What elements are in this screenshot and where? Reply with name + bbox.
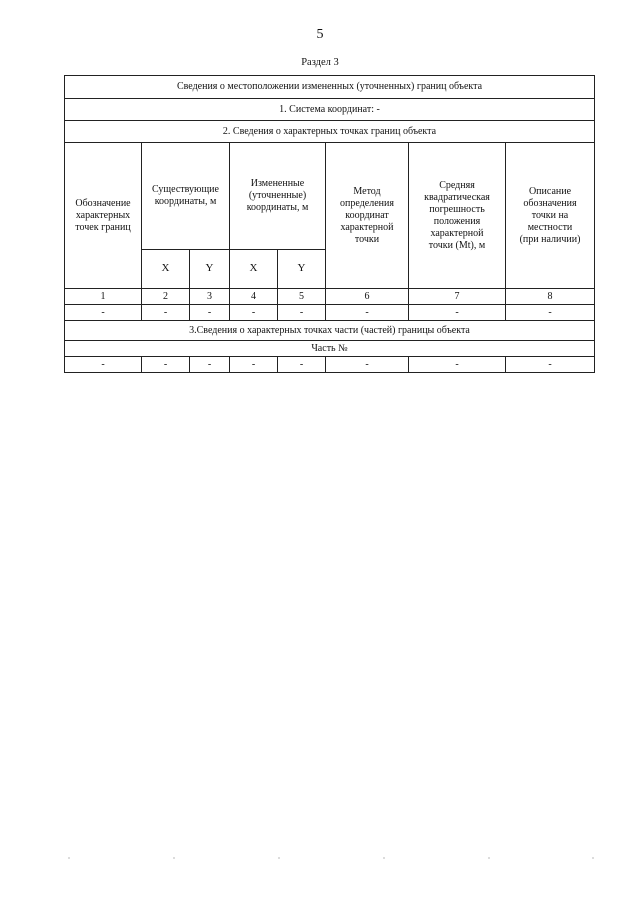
table-row — [65, 305, 595, 321]
part-number-label: Часть № — [65, 341, 595, 357]
scan-dot — [592, 857, 594, 859]
table-cell: - — [190, 357, 230, 373]
column-header-row — [65, 143, 595, 250]
table-cell: - — [278, 305, 326, 321]
coord-system-row — [65, 99, 595, 121]
table-cell: - — [65, 305, 142, 321]
coord-system-label: 1. Система координат: - — [65, 99, 595, 121]
table-title: Сведения о местоположении измененных (уточненных) границ объекта — [65, 76, 595, 99]
table-cell: - — [142, 305, 190, 321]
column-number: 4 — [230, 289, 278, 305]
column-number: 8 — [506, 289, 595, 305]
col-header-existing-x: X — [142, 250, 190, 289]
boundary-points-table — [64, 75, 595, 373]
table-cell: - — [142, 357, 190, 373]
col-header-changed-y: Y — [278, 250, 326, 289]
column-number: 2 — [142, 289, 190, 305]
column-number: 6 — [326, 289, 409, 305]
col-header-existing-coords: Существующие координаты, м — [142, 143, 230, 250]
table-cell: - — [506, 305, 595, 321]
col-header-existing-y: Y — [190, 250, 230, 289]
table-cell: - — [326, 357, 409, 373]
column-number: 1 — [65, 289, 142, 305]
table-cell: - — [230, 357, 278, 373]
scan-dot — [488, 857, 490, 859]
table-title-row — [65, 76, 595, 99]
scan-dot — [278, 857, 280, 859]
col-header-designation: Обозначение характерных точек границ — [65, 143, 142, 289]
column-number: 7 — [409, 289, 506, 305]
table-cell: - — [65, 357, 142, 373]
table-cell: - — [278, 357, 326, 373]
table-cell: - — [230, 305, 278, 321]
scan-dot — [383, 857, 385, 859]
table-cell: - — [190, 305, 230, 321]
column-number: 3 — [190, 289, 230, 305]
col-header-method: Метод определения координат характерной точки — [326, 143, 409, 289]
col-header-accuracy: Средняя квадратическая погрешность положения характерной точки (Mt), м — [409, 143, 506, 289]
col-header-changed-x: X — [230, 250, 278, 289]
table-row — [65, 357, 595, 373]
part-number-row — [65, 341, 595, 357]
scan-dot — [173, 857, 175, 859]
page-number: 5 — [316, 27, 324, 42]
column-numbers-row — [65, 289, 595, 305]
table-cell: - — [506, 357, 595, 373]
section-title: Раздел 3 — [301, 57, 339, 68]
col-header-changed-coords: Измененные (уточненные) координаты, м — [230, 143, 326, 250]
scan-dot — [68, 857, 70, 859]
scan-artifact-dots — [60, 857, 600, 859]
parts-header-row — [65, 321, 595, 341]
points-header-row — [65, 121, 595, 143]
points-header: 2. Сведения о характерных точках границ объекта — [65, 121, 595, 143]
table-cell: - — [409, 357, 506, 373]
parts-header: 3.Сведения о характерных точках части (частей) границы объекта — [65, 321, 595, 341]
col-header-description: Описание обозначения точки на местности (при наличии) — [506, 143, 595, 289]
table-cell: - — [409, 305, 506, 321]
column-number: 5 — [278, 289, 326, 305]
table-cell: - — [326, 305, 409, 321]
